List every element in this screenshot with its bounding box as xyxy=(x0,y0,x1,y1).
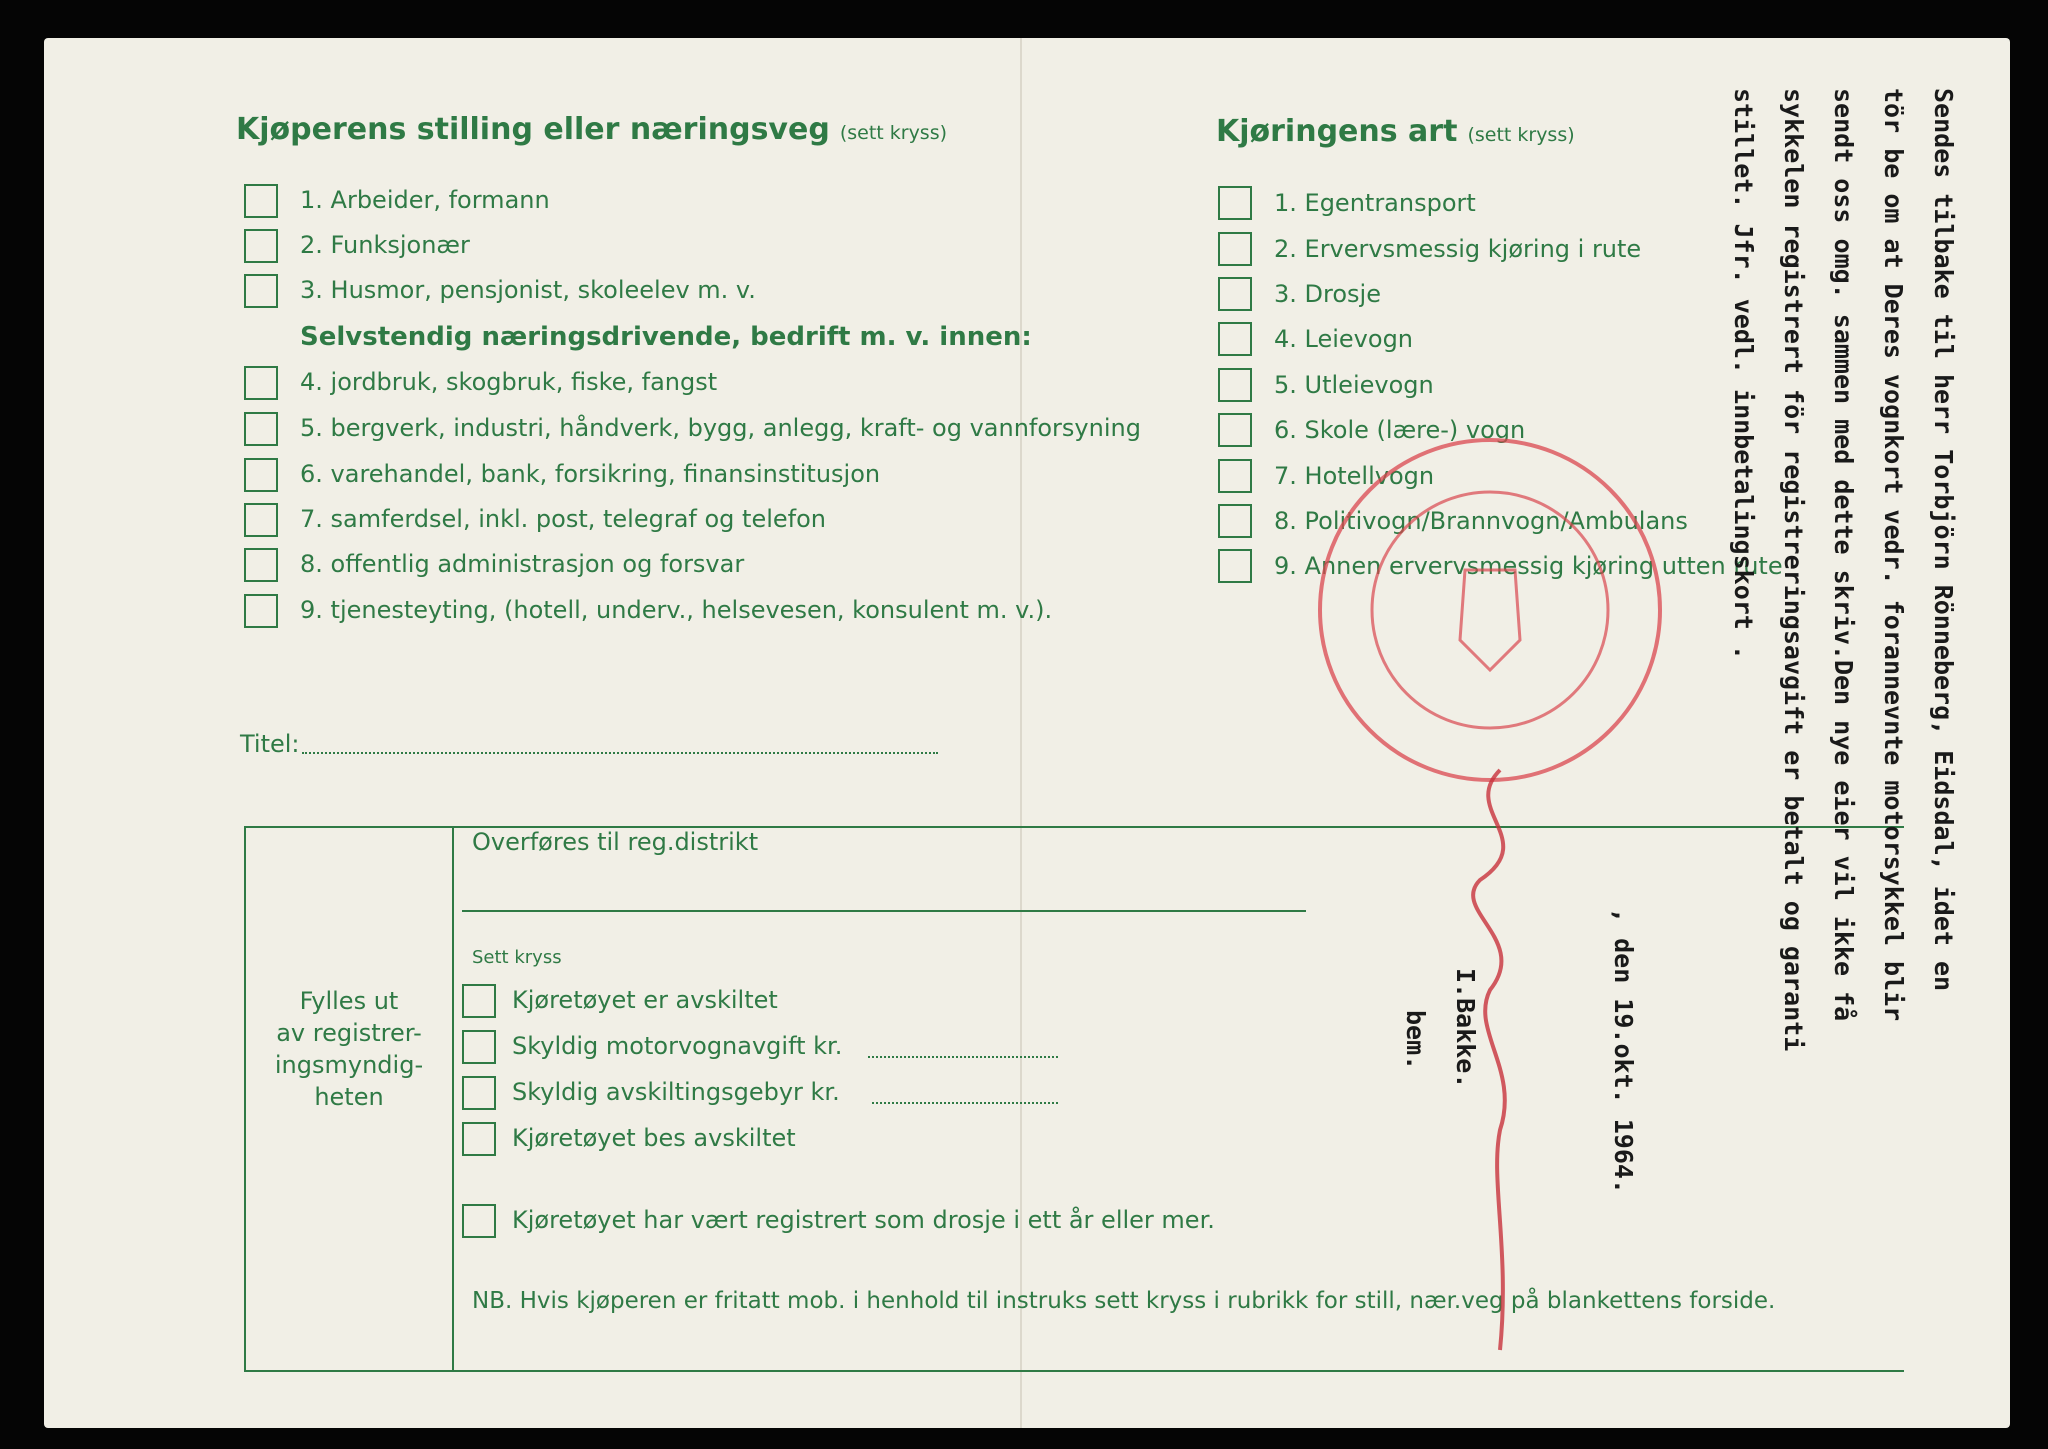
driving-type-option-9: 9. Annen ervervsmessig kjøring utten rute xyxy=(1274,552,1783,580)
driving-type-option-7: 7. Hotellvogn xyxy=(1274,462,1435,490)
check-instruction-label: Sett kryss xyxy=(472,947,562,968)
driving-type-option-2: 2. Ervervsmessig kjøring i rute xyxy=(1274,235,1642,263)
buyer-occupation-hint: (sett kryss) xyxy=(839,122,948,144)
occupation-checkbox-3[interactable] xyxy=(244,274,278,308)
request-deregistration-label: Kjøretøyet bes avskiltet xyxy=(512,1124,796,1152)
driving-type-hint: (sett kryss) xyxy=(1467,124,1575,146)
occupation-option-8: 8. offentlig administrasjon og forsvar xyxy=(300,550,745,578)
occupation-checkbox-1[interactable] xyxy=(244,184,278,218)
occupation-checkbox-8[interactable] xyxy=(244,548,278,582)
self-employed-subheading: Selvstendig næringsdrivende, bedrift m. v. innen: xyxy=(300,322,1032,352)
authority-side-label-line: heten xyxy=(314,1083,384,1111)
stamp-seal xyxy=(1300,420,1680,800)
occupation-option-3: 3. Husmor, pensjonist, skoleelev m. v. xyxy=(300,276,756,304)
occupation-option-2: 2. Funksjonær xyxy=(300,231,470,259)
deregistered-label: Kjøretøyet er avskiltet xyxy=(512,986,778,1014)
occupation-checkbox-4[interactable] xyxy=(244,366,278,400)
letter-signer-name: I.Bakke. xyxy=(1451,968,1480,1089)
plate-fee-label: Skyldig avskiltingsgebyr kr. xyxy=(512,1078,840,1106)
transfer-district-label: Overføres til reg.distrikt xyxy=(472,828,759,856)
driving-type-option-1: 1. Egentransport xyxy=(1274,189,1476,217)
driving-type-checkbox-8[interactable] xyxy=(1218,504,1252,538)
title-field[interactable] xyxy=(302,752,938,754)
letter-line-3: sendt oss omg. sammen med dette skriv.Den nye eier vil ikke få xyxy=(1829,88,1858,1022)
driving-type-heading xyxy=(1216,114,1575,149)
title-label: Titel: xyxy=(240,730,300,758)
driving-type-checkbox-4[interactable] xyxy=(1218,322,1252,356)
driving-type-checkbox-2[interactable] xyxy=(1218,232,1252,266)
authority-side-label-line: ingsmyndig- xyxy=(274,1051,424,1079)
occupation-option-1: 1. Arbeider, formann xyxy=(300,186,550,214)
authority-side-label-line: av registrer- xyxy=(276,1019,422,1047)
vehicle-tax-checkbox[interactable] xyxy=(462,1030,496,1064)
occupation-option-4: 4. jordbruk, skogbruk, fiske, fangst xyxy=(300,368,718,396)
authority-side-label xyxy=(256,985,442,1113)
letter-line-1: Sendes tilbake til herr Torbjörn Rönneberg, Eidsdal, idet en xyxy=(1929,88,1958,992)
occupation-option-5: 5. bergverk, industri, håndverk, bygg, anlegg, kraft- og vannforsyning xyxy=(300,414,1141,442)
driving-type-checkbox-1[interactable] xyxy=(1218,186,1252,220)
authority-bottom-line xyxy=(244,1370,1904,1372)
occupation-option-6: 6. varehandel, bank, forsikring, finansinstitusjon xyxy=(300,460,881,488)
occupation-option-7: 7. samferdsel, inkl. post, telegraf og telefon xyxy=(300,505,826,533)
occupation-checkbox-2[interactable] xyxy=(244,229,278,263)
occupation-checkbox-6[interactable] xyxy=(244,458,278,492)
vehicle-tax-label: Skyldig motorvognavgift kr. xyxy=(512,1032,843,1060)
stamp-inner-ring xyxy=(1372,492,1608,728)
plate-fee-amount-field[interactable] xyxy=(872,1102,1058,1104)
authority-side-label-line: Fylles ut xyxy=(299,987,399,1015)
authority-left-line xyxy=(244,826,246,1372)
occupation-option-9: 9. tjenesteyting, (hotell, underv., helsevesen, konsulent m. v.). xyxy=(300,596,1053,624)
letter-date: , den 19.okt. 1964. xyxy=(1609,908,1638,1194)
transfer-district-field[interactable] xyxy=(462,910,1306,912)
driving-type-checkbox-5[interactable] xyxy=(1218,368,1252,402)
plate-fee-checkbox[interactable] xyxy=(462,1076,496,1110)
driving-type-option-5: 5. Utleievogn xyxy=(1274,371,1434,399)
driving-type-option-8: 8. Politivogn/Brannvogn/Ambulans xyxy=(1274,507,1688,535)
letter-line-5: stillet. Jfr. vedl. innbetalingskort . xyxy=(1729,88,1758,660)
stamp-crest xyxy=(1460,570,1520,670)
deregistered-checkbox[interactable] xyxy=(462,984,496,1018)
request-deregistration-checkbox[interactable] xyxy=(462,1122,496,1156)
driving-type-checkbox-6[interactable] xyxy=(1218,413,1252,447)
letter-line-4: sykkelen registrert för registreringsavgift er betalt og garanti xyxy=(1779,88,1808,1052)
driving-type-option-3: 3. Drosje xyxy=(1274,280,1381,308)
driving-type-heading-text: Kjøringens art xyxy=(1216,114,1458,149)
occupation-checkbox-9[interactable] xyxy=(244,594,278,628)
taxi-history-checkbox[interactable] xyxy=(462,1204,496,1238)
buyer-occupation-heading-text: Kjøperens stilling eller næringsveg xyxy=(236,112,830,147)
driving-type-checkbox-9[interactable] xyxy=(1218,549,1252,583)
letter-line-2: tör be om at Deres vognkort vedr. forannevnte motorsykkel blir xyxy=(1879,88,1908,1022)
driving-type-option-4: 4. Leievogn xyxy=(1274,325,1414,353)
vehicle-tax-amount-field[interactable] xyxy=(868,1056,1058,1058)
driving-type-checkbox-7[interactable] xyxy=(1218,459,1252,493)
driving-type-option-6: 6. Skole (lære-) vogn xyxy=(1274,416,1526,444)
taxi-history-label: Kjøretøyet har vært registrert som drosje i ett år eller mer. xyxy=(512,1206,1215,1234)
authority-divider-line xyxy=(452,826,454,1372)
exemption-note: NB. Hvis kjøperen er fritatt mob. i henhold til instruks sett kryss i rubrikk for still, nær.veg på blankettens forside. xyxy=(472,1288,1776,1314)
driving-type-checkbox-3[interactable] xyxy=(1218,277,1252,311)
buyer-occupation-heading xyxy=(236,112,947,147)
occupation-checkbox-5[interactable] xyxy=(244,412,278,446)
occupation-checkbox-7[interactable] xyxy=(244,503,278,537)
letter-signer-title: bem. xyxy=(1401,1010,1430,1071)
